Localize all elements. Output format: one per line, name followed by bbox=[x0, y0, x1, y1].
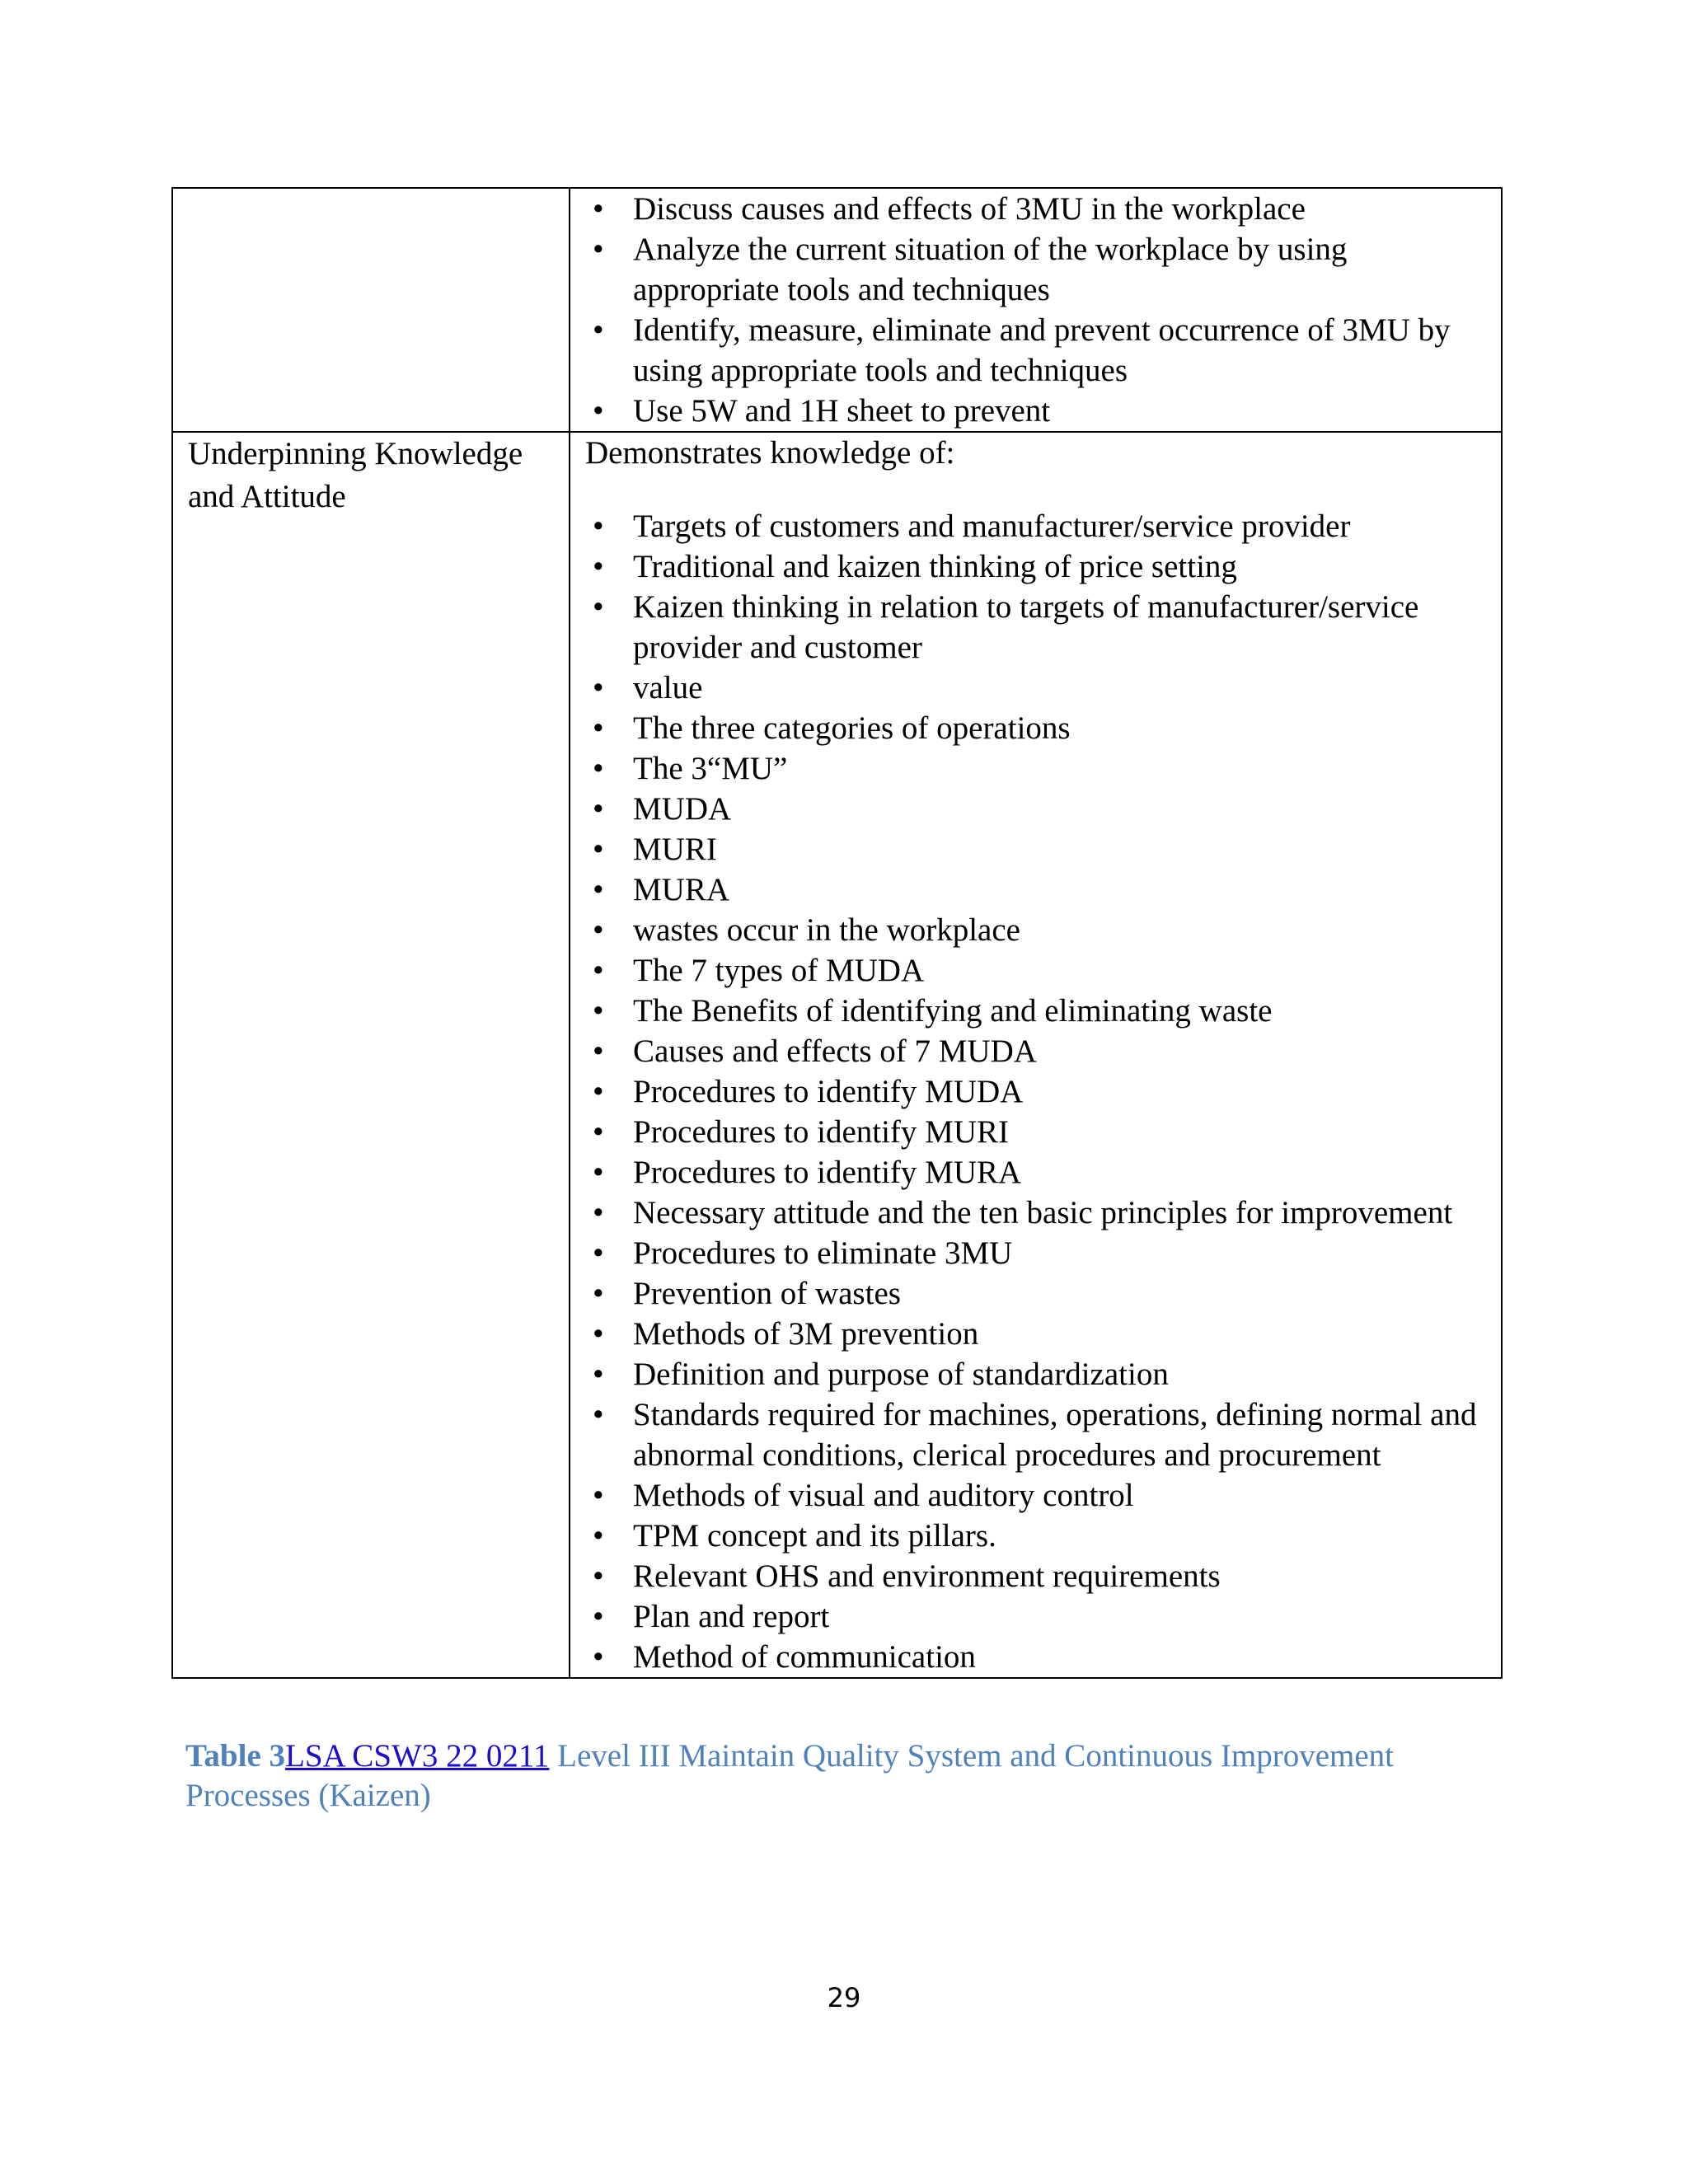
list-item: • Standards required for machines, operations, defining normal and abnormal conditions, clerical procedures and procurement bbox=[585, 1394, 1501, 1475]
list-item: • Relevant OHS and environment requirements bbox=[585, 1556, 1501, 1596]
list-item: • Procedures to identify MURI bbox=[585, 1112, 1501, 1152]
row1-label-cell bbox=[172, 188, 570, 432]
list-item: • Kaizen thinking in relation to targets of manufacturer/service provider and customer bbox=[585, 587, 1501, 668]
table-caption bbox=[185, 1736, 1504, 1816]
list-item: • Use 5W and 1H sheet to prevent bbox=[585, 391, 1501, 431]
table-row-underpinning-knowledge bbox=[172, 432, 1502, 1678]
caption-link[interactable]: LSA CSW3 22 0211 bbox=[285, 1738, 550, 1774]
list-item: • Methods of visual and auditory control bbox=[585, 1475, 1501, 1516]
table-row-performance-criteria bbox=[172, 188, 1502, 432]
list-item: • The 7 types of MUDA bbox=[585, 950, 1501, 991]
list-item: • Analyze the current situation of the workplace by using appropriate tools and techniques bbox=[585, 229, 1501, 310]
list-item: • Necessary attitude and the ten basic principles for improvement bbox=[585, 1193, 1501, 1233]
caption-text: Level III Maintain Quality System and Continuous Improvement Processes (Kaizen) bbox=[185, 1738, 1395, 1813]
list-item: • Traditional and kaizen thinking of price setting bbox=[585, 546, 1501, 587]
list-item: • The 3“MU” bbox=[585, 748, 1501, 789]
list-item: • wastes occur in the workplace bbox=[585, 910, 1501, 950]
caption-label: Table 3 bbox=[185, 1738, 286, 1774]
list-item: • Methods of 3M prevention bbox=[585, 1314, 1501, 1354]
list-item: • Procedures to identify MUDA bbox=[585, 1071, 1501, 1112]
row1-bullet-list bbox=[585, 189, 1501, 431]
list-item: • Procedures to identify MURA bbox=[585, 1152, 1501, 1193]
list-item: • The Benefits of identifying and eliminating waste bbox=[585, 991, 1501, 1031]
list-item: • Targets of customers and manufacturer/service provider bbox=[585, 506, 1501, 546]
list-item: • MUDA bbox=[585, 789, 1501, 829]
list-item: • The three categories of operations bbox=[585, 708, 1501, 748]
row2-content-cell bbox=[570, 432, 1502, 1678]
list-item: • Plan and report bbox=[585, 1596, 1501, 1637]
list-item: • Definition and purpose of standardization bbox=[585, 1354, 1501, 1394]
list-item: • MURI bbox=[585, 829, 1501, 869]
list-item: • Procedures to eliminate 3MU bbox=[585, 1233, 1501, 1273]
row2-label-cell: Underpinning Knowledge and Attitude bbox=[172, 432, 570, 1678]
knowledge-intro: Demonstrates knowledge of: bbox=[585, 435, 955, 471]
intro-spacer bbox=[585, 473, 1501, 506]
row1-content-cell bbox=[570, 188, 1502, 432]
list-item: • Prevention of wastes bbox=[585, 1273, 1501, 1314]
page-number: 29 bbox=[827, 1982, 861, 2013]
list-item: • Causes and effects of 7 MUDA bbox=[585, 1031, 1501, 1071]
list-item: • Discuss causes and effects of 3MU in the workplace bbox=[585, 189, 1501, 229]
list-item: • MURA bbox=[585, 869, 1501, 910]
list-item: • Method of communication bbox=[585, 1637, 1501, 1677]
list-item: • Identify, measure, eliminate and prevent occurrence of 3MU by using appropriate tools and techniques bbox=[585, 310, 1501, 391]
list-item: • TPM concept and its pillars. bbox=[585, 1516, 1501, 1556]
competency-table bbox=[171, 187, 1503, 1679]
knowledge-bullet-list bbox=[585, 506, 1501, 1677]
list-item: • value bbox=[585, 668, 1501, 708]
